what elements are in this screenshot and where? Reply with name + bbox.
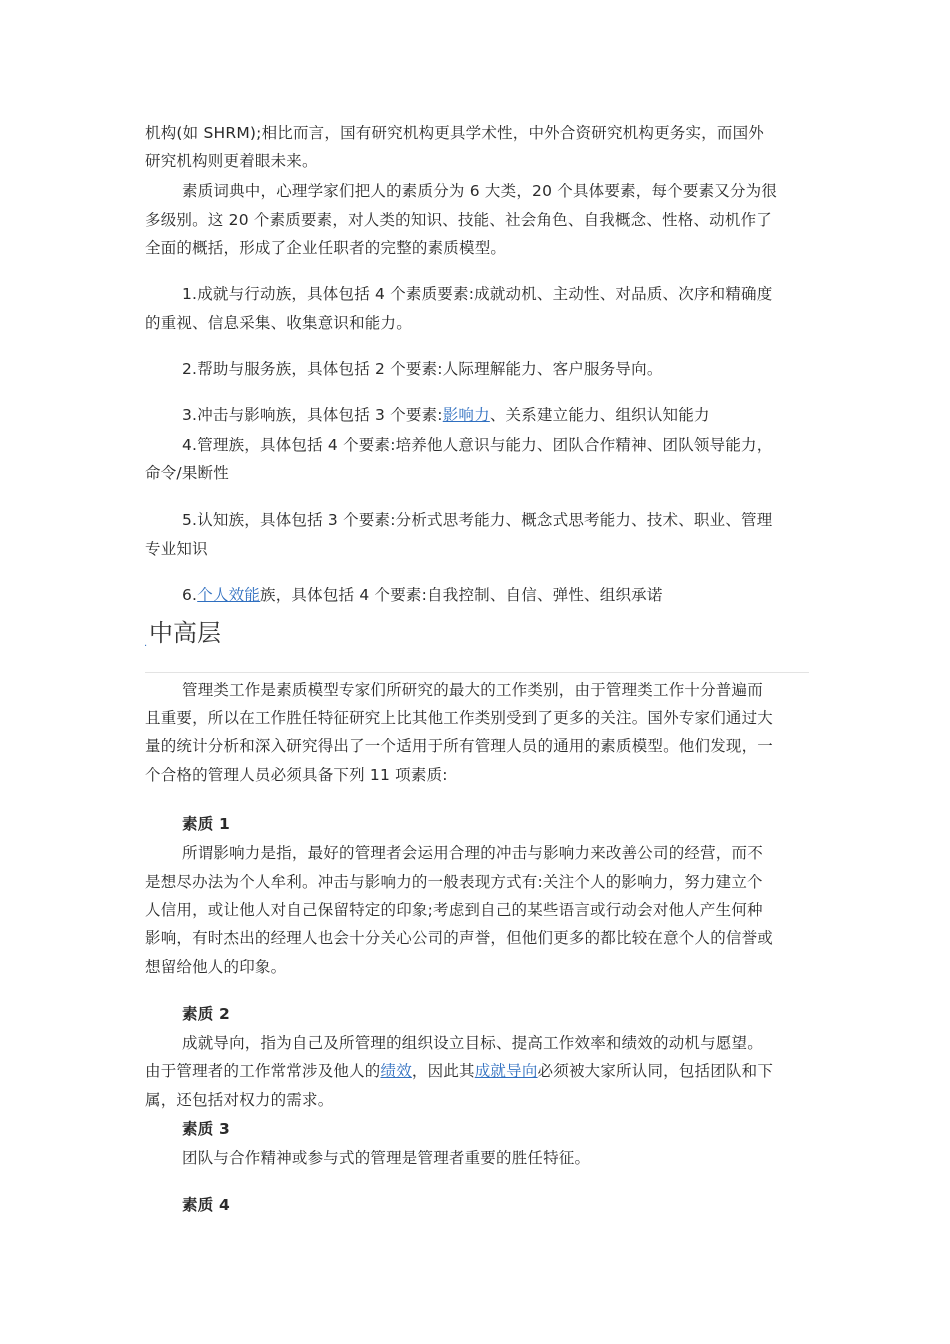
dictionary-line-2: 多级别。这 20 个素质要素，对人类的知识、技能、社会角色、自我概念、性格、动机作了 <box>145 211 772 229</box>
quality-1-line-5: 想留给他人的印象。 <box>145 958 287 976</box>
personal-effectiveness-link[interactable]: 个人效能 <box>197 586 261 604</box>
management-para-line-1: 管理类工作是素质模型专家们所研究的最大的工作类别，由于管理类工作十分普遍而 <box>182 681 763 699</box>
dictionary-line-1: 素质词典中，心理学家们把人的素质分为 6 大类，20 个具体要素，每个要素又分为很 <box>182 182 778 200</box>
quality-3-line-1: 团队与合作精神或参与式的管理是管理者重要的胜任特征。 <box>182 1149 591 1167</box>
quality-1-line-3: 人信用，或让他人对自己保留特定的印象;考虑到自己的某些语言或行动会对他人产生何种 <box>145 901 763 919</box>
family-6 <box>182 585 663 605</box>
quality-2-text-c: 必须被大家所认同，包括团队和下 <box>537 1062 774 1080</box>
family-3-text-a: 3.冲击与影响族，具体包括 3 个要素: <box>182 406 443 424</box>
dictionary-line-3: 全面的概括，形成了企业任职者的完整的素质模型。 <box>145 239 507 257</box>
quality-2-line-3: 属，还包括对权力的需求。 <box>145 1091 334 1109</box>
quality-2-line-2 <box>145 1061 773 1081</box>
family-3 <box>182 405 710 425</box>
family-5-line-2: 专业知识 <box>145 540 208 558</box>
management-para-line-2: 且重要，所以在工作胜任特征研究上比其他工作类别受到了更多的关注。国外专家们通过大 <box>145 709 774 727</box>
family-2: 2.帮助与服务族，具体包括 2 个要素:人际理解能力、客户服务导向。 <box>182 360 663 378</box>
performance-link[interactable]: 绩效 <box>380 1062 412 1080</box>
intro-line-2: 研究机构则更着眼未来。 <box>145 152 318 170</box>
family-4-line-1: 4.管理族，具体包括 4 个要素:培养他人意识与能力、团队合作精神、团队领导能力， <box>182 436 773 454</box>
management-para-line-4: 个合格的管理人员必须具备下列 11 项素质: <box>145 766 448 784</box>
quality-1-line-4: 影响，有时杰出的经理人也会十分关心公司的声誉，但他们更多的都比较在意个人的信誉或 <box>145 929 774 947</box>
quality-1-line-1: 所谓影响力是指，最好的管理者会运用合理的冲击与影响力来改善公司的经营，而不 <box>182 844 763 862</box>
achievement-orientation-link[interactable]: 成就导向 <box>474 1062 538 1080</box>
quality-2-line-1: 成就导向，指为自己及所管理的组织设立目标、提高工作效率和绩效的动机与愿望。 <box>182 1034 763 1052</box>
quality-2-text-b: ，因此其 <box>411 1062 475 1080</box>
quality-2-text-a: 由于管理者的工作常常涉及他人的 <box>145 1062 381 1080</box>
quality-1-title: 素质 1 <box>182 815 230 833</box>
influence-link[interactable]: 影响力 <box>442 406 490 424</box>
family-6-text-b: 族，具体包括 4 个要素:自我控制、自信、弹性、组织承诺 <box>260 586 663 604</box>
quality-2-title: 素质 2 <box>182 1005 230 1023</box>
section-heading: 中高层 <box>149 619 221 647</box>
family-1-line-1: 1.成就与行动族，具体包括 4 个素质要素:成就动机、主动性、对品质、次序和精确度 <box>182 285 773 303</box>
quality-4-title: 素质 4 <box>182 1196 230 1214</box>
heading-anchor-link[interactable]: . <box>144 638 148 649</box>
section-divider <box>145 672 809 673</box>
management-para-line-3: 量的统计分析和深入研究得出了一个适用于所有管理人员的通用的素质模型。他们发现，一 <box>145 737 774 755</box>
family-4-line-2: 命令/果断性 <box>145 464 229 482</box>
family-6-text-a: 6. <box>182 586 198 604</box>
intro-line-1: 机构(如 SHRM);相比而言，国有研究机构更具学术性，中外合资研究机构更务实，而国外 <box>145 124 764 142</box>
family-5-line-1: 5.认知族，具体包括 3 个要素:分析式思考能力、概念式思考能力、技术、职业、管理 <box>182 511 773 529</box>
quality-1-line-2: 是想尽办法为个人牟利。冲击与影响力的一般表现方式有:关注个人的影响力，努力建立个 <box>145 873 763 891</box>
quality-3-title: 素质 3 <box>182 1120 230 1138</box>
family-3-text-b: 、关系建立能力、组织认知能力 <box>489 406 710 424</box>
family-1-line-2: 的重视、信息采集、收集意识和能力。 <box>145 314 412 332</box>
